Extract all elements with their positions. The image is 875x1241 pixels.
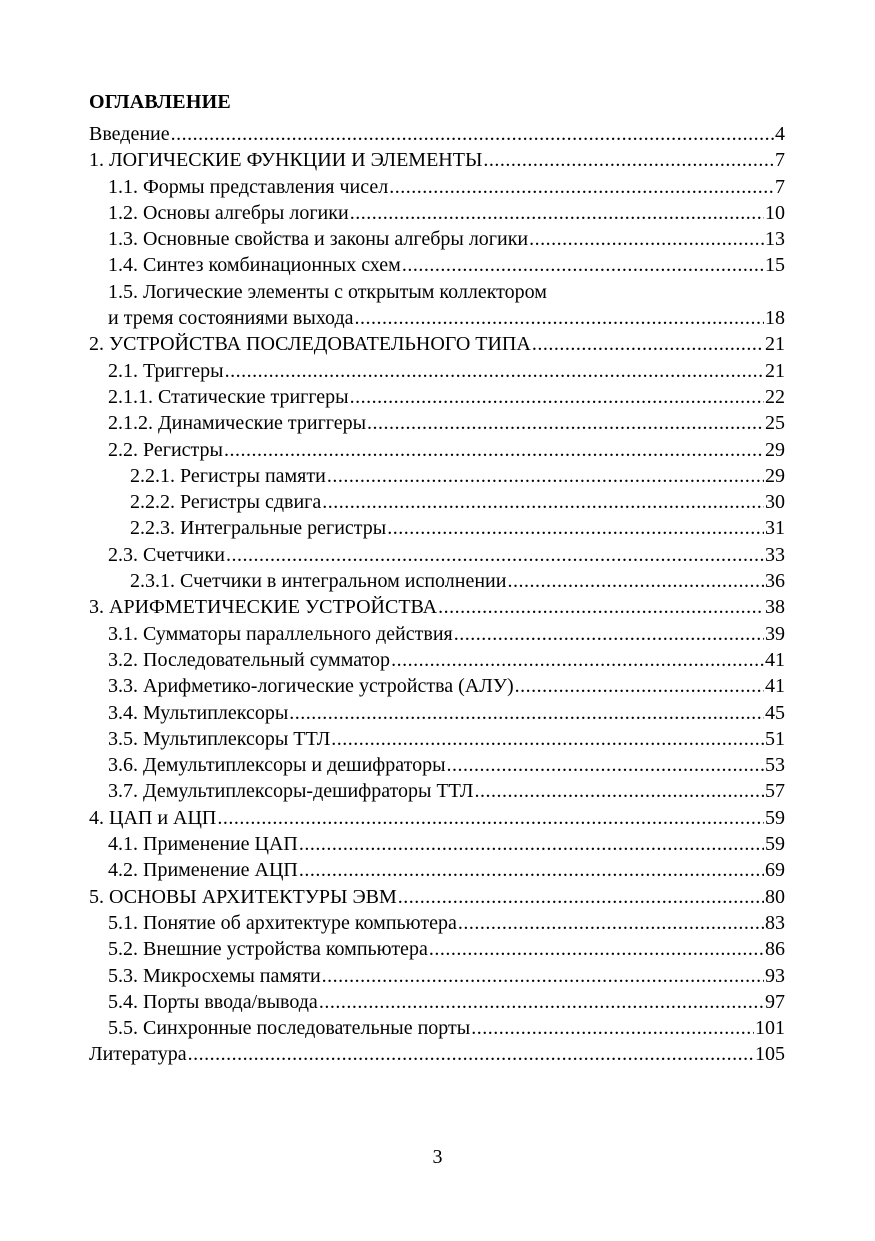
toc-entry-label: Литература bbox=[89, 1043, 187, 1066]
dot-leader bbox=[447, 752, 764, 778]
dot-leader bbox=[438, 594, 764, 620]
toc-entry-page: 39 bbox=[765, 622, 785, 645]
dot-leader bbox=[532, 331, 764, 357]
toc-entry-label: 2.2. Регистры bbox=[108, 438, 223, 461]
toc-entry-page: 105 bbox=[755, 1043, 785, 1066]
toc-entry[interactable] bbox=[89, 121, 785, 147]
toc-entry[interactable] bbox=[89, 174, 785, 200]
toc-entry[interactable] bbox=[89, 910, 785, 936]
dot-leader bbox=[429, 936, 764, 962]
toc-entry-label: 1. ЛОГИЧЕСКИЕ ФУНКЦИИ И ЭЛЕМЕНТЫ bbox=[89, 149, 483, 172]
toc-entry-page: 29 bbox=[765, 438, 785, 461]
toc-entry-label: 2.1.1. Статические триггеры bbox=[108, 385, 349, 408]
toc-entry-page: 41 bbox=[765, 675, 785, 698]
toc-entry-label: 2.2.1. Регистры памяти bbox=[130, 464, 326, 487]
toc-entry-label: Введение bbox=[89, 123, 170, 145]
toc-entry-label: 3.1. Сумматоры параллельного действия bbox=[108, 622, 453, 645]
toc-entry[interactable] bbox=[89, 200, 785, 226]
toc-entry-page: 36 bbox=[765, 570, 785, 593]
toc-entry-label: 1.4. Синтез комбинационных схем bbox=[108, 254, 401, 277]
dot-leader bbox=[529, 226, 764, 252]
toc-entry-label: 2.1.2. Динамические триггеры bbox=[108, 412, 367, 435]
dot-leader bbox=[331, 726, 764, 752]
dot-leader bbox=[350, 384, 764, 410]
toc-entry-label: 5. ОСНОВЫ АРХИТЕКТУРЫ ЭВМ bbox=[89, 885, 397, 908]
dot-leader bbox=[322, 963, 764, 989]
dot-leader bbox=[224, 437, 764, 463]
toc-entry-label: 2.2.2. Регистры сдвига bbox=[130, 491, 322, 514]
dot-leader bbox=[319, 989, 764, 1015]
toc-entry-label: 2.1. Триггеры bbox=[108, 359, 224, 382]
dot-leader bbox=[322, 489, 764, 515]
dot-leader bbox=[515, 673, 764, 699]
toc-entry[interactable] bbox=[89, 647, 785, 673]
dot-leader bbox=[350, 200, 764, 226]
toc-entry-page: 101 bbox=[755, 1017, 785, 1040]
toc-entry-label: 3. АРИФМЕТИЧЕСКИЕ УСТРОЙСТВА bbox=[89, 596, 438, 619]
toc-entry-page: 13 bbox=[765, 228, 785, 251]
dot-leader bbox=[171, 121, 774, 147]
toc-entry-label: 5.3. Микросхемы памяти bbox=[108, 964, 321, 987]
toc-entry[interactable] bbox=[89, 726, 785, 752]
toc-entry-page: 45 bbox=[765, 701, 785, 724]
toc-entry-page: 53 bbox=[765, 754, 785, 777]
toc-entry[interactable] bbox=[89, 489, 785, 515]
toc-entry[interactable] bbox=[89, 147, 785, 173]
dot-leader bbox=[402, 252, 764, 278]
toc-entry-page: 7 bbox=[775, 149, 785, 172]
toc-entry-label: 2.3. Счетчики bbox=[108, 543, 225, 566]
toc-entry-page: 30 bbox=[765, 491, 785, 514]
toc-entry-label: 1.3. Основные свойства и законы алгебры логики bbox=[108, 228, 529, 251]
dot-leader bbox=[217, 805, 764, 831]
dot-leader bbox=[474, 778, 764, 804]
toc-entry-page: 18 bbox=[765, 307, 785, 330]
toc-entry[interactable] bbox=[89, 1041, 785, 1067]
dot-leader bbox=[389, 174, 774, 200]
toc-entry[interactable] bbox=[89, 226, 785, 252]
toc-entry[interactable] bbox=[89, 673, 785, 699]
dot-leader bbox=[289, 700, 764, 726]
toc-entry-label: 1.5. Логические элементы с открытым коллектором bbox=[108, 280, 547, 303]
toc-entry-label: 1.2. Основы алгебры логики bbox=[108, 201, 349, 224]
toc-entry[interactable] bbox=[89, 331, 785, 357]
toc-entry-label: 4.1. Применение ЦАП bbox=[108, 833, 298, 856]
toc-entry[interactable] bbox=[89, 778, 785, 804]
toc-entry[interactable] bbox=[89, 594, 785, 620]
toc-entry-label: 5.4. Порты ввода/вывода bbox=[108, 990, 318, 1013]
toc-entry-page: 57 bbox=[765, 780, 785, 803]
dot-leader bbox=[387, 515, 764, 541]
dot-leader bbox=[507, 568, 764, 594]
toc-entry-label: 1.1. Формы представления чисел bbox=[108, 175, 389, 198]
toc-entry-page: 59 bbox=[765, 833, 785, 856]
toc-entry-page: 4 bbox=[775, 123, 785, 145]
toc-entry-page: 93 bbox=[765, 964, 785, 987]
toc-entry-label: 5.1. Понятие об архитектуре компьютера bbox=[108, 911, 457, 934]
toc-entry-label: и тремя состояниями выхода bbox=[108, 307, 354, 330]
toc-entry[interactable] bbox=[89, 884, 785, 910]
toc-entry[interactable] bbox=[89, 384, 785, 410]
dot-leader bbox=[454, 621, 764, 647]
toc-entry-page: 80 bbox=[765, 885, 785, 908]
toc-entry-page: 83 bbox=[765, 911, 785, 934]
toc-entry-page: 69 bbox=[765, 859, 785, 882]
toc-entry-label: 2.2.3. Интегральные регистры bbox=[130, 517, 387, 540]
toc-entry[interactable] bbox=[89, 700, 785, 726]
toc-entry-label: 3.3. Арифметико-логические устройства (АЛУ) bbox=[108, 675, 514, 698]
toc-entry[interactable] bbox=[89, 568, 785, 594]
toc-entry-label: 2.3.1. Счетчики в интегральном исполнении bbox=[130, 570, 507, 593]
toc-entry-label: 3.5. Мультиплексоры ТТЛ bbox=[108, 727, 331, 750]
dot-leader bbox=[367, 410, 764, 436]
toc-entry-page: 29 bbox=[765, 464, 785, 487]
toc-entry-page: 31 bbox=[765, 517, 785, 540]
toc-entry-page: 33 bbox=[765, 543, 785, 566]
dot-leader bbox=[471, 1015, 754, 1041]
toc-entry-page: 22 bbox=[765, 385, 785, 408]
dot-leader bbox=[188, 1041, 754, 1067]
dot-leader bbox=[225, 358, 764, 384]
toc-entry[interactable] bbox=[89, 358, 785, 384]
dot-leader bbox=[299, 831, 764, 857]
toc-entry[interactable] bbox=[89, 252, 785, 278]
toc-entry-label: 3.6. Демультиплексоры и дешифраторы bbox=[108, 754, 446, 777]
toc-entry[interactable] bbox=[89, 989, 785, 1015]
toc-entry[interactable] bbox=[89, 410, 785, 436]
toc-entry[interactable] bbox=[89, 857, 785, 883]
toc-entry[interactable] bbox=[89, 1015, 785, 1041]
toc-entry[interactable] bbox=[89, 805, 785, 831]
toc-entry[interactable] bbox=[89, 621, 785, 647]
toc-entry-page: 38 bbox=[765, 596, 785, 619]
toc-entry-label: 4. ЦАП и АЦП bbox=[89, 806, 217, 829]
toc-heading: ОГЛАВЛЕНИЕ bbox=[89, 91, 231, 113]
toc-entry[interactable] bbox=[89, 305, 785, 331]
toc-entry[interactable] bbox=[89, 831, 785, 857]
dot-leader bbox=[327, 463, 764, 489]
toc-entry[interactable] bbox=[89, 437, 785, 463]
dot-leader bbox=[355, 305, 764, 331]
toc-entry-label: 4.2. Применение АЦП bbox=[108, 859, 298, 882]
table-of-contents bbox=[89, 121, 785, 1068]
toc-entry[interactable] bbox=[89, 542, 785, 568]
toc-entry[interactable] bbox=[89, 279, 785, 305]
page-number: 3 bbox=[432, 1146, 443, 1168]
toc-entry-page: 21 bbox=[765, 359, 785, 382]
toc-entry[interactable] bbox=[89, 752, 785, 778]
toc-entry-page: 21 bbox=[765, 333, 785, 356]
toc-entry-page: 7 bbox=[775, 175, 785, 198]
dot-leader bbox=[299, 857, 764, 883]
toc-entry[interactable] bbox=[89, 963, 785, 989]
toc-entry-page: 86 bbox=[765, 938, 785, 961]
dot-leader bbox=[483, 147, 774, 173]
toc-entry-page: 15 bbox=[765, 254, 785, 277]
toc-entry[interactable] bbox=[89, 515, 785, 541]
toc-entry-page: 51 bbox=[765, 727, 785, 750]
dot-leader bbox=[458, 910, 764, 936]
toc-entry-label: 3.2. Последовательный сумматор bbox=[108, 648, 391, 671]
toc-entry-page: 41 bbox=[765, 648, 785, 671]
toc-entry-page: 10 bbox=[765, 201, 785, 224]
toc-entry-page: 25 bbox=[765, 412, 785, 435]
toc-entry-label: 3.4. Мультиплексоры bbox=[108, 701, 289, 724]
toc-entry[interactable] bbox=[89, 936, 785, 962]
toc-entry-label: 3.7. Демультиплексоры-дешифраторы ТТЛ bbox=[108, 780, 474, 803]
dot-leader bbox=[391, 647, 764, 673]
toc-entry-label: 2. УСТРОЙСТВА ПОСЛЕДОВАТЕЛЬНОГО ТИПА bbox=[89, 333, 531, 356]
toc-entry-page: 97 bbox=[765, 990, 785, 1013]
dot-leader bbox=[226, 542, 764, 568]
toc-entry-page: 59 bbox=[765, 806, 785, 829]
toc-entry[interactable] bbox=[89, 463, 785, 489]
dot-leader bbox=[398, 884, 764, 910]
toc-entry-label: 5.2. Внешние устройства компьютера bbox=[108, 938, 428, 961]
toc-entry-label: 5.5. Синхронные последовательные порты bbox=[108, 1017, 471, 1040]
